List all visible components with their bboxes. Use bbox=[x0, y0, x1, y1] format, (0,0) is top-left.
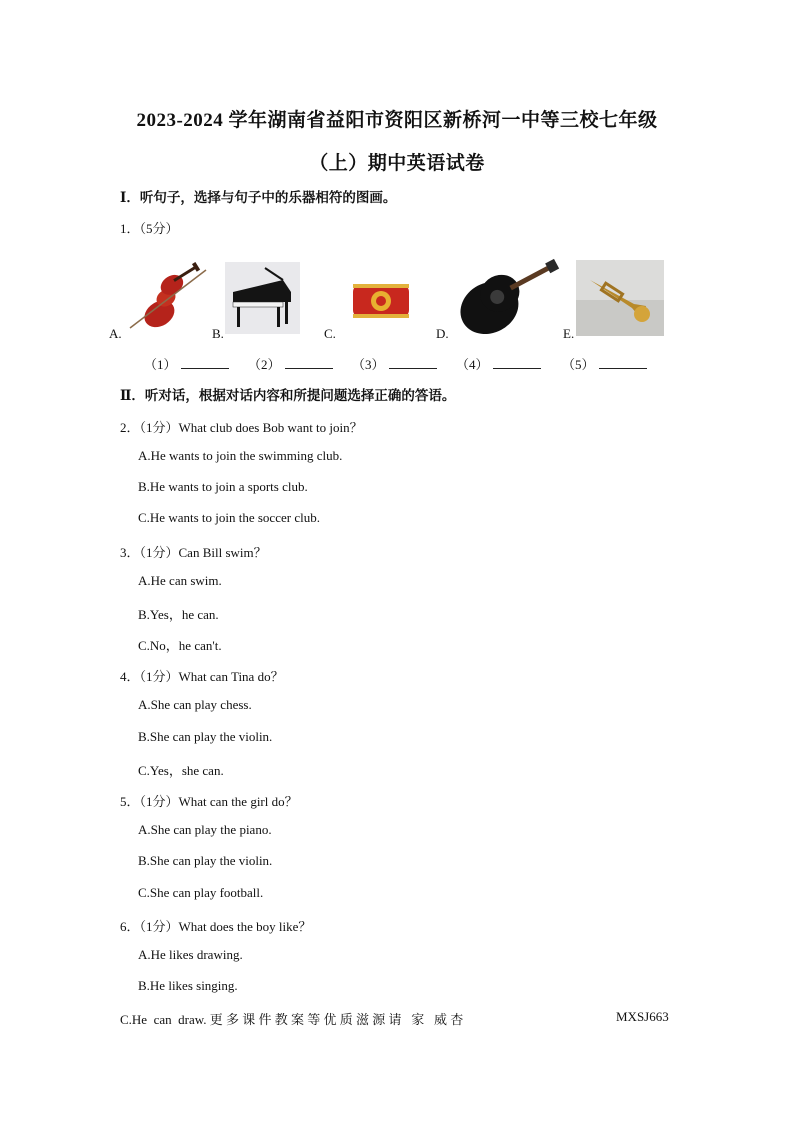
drum-icon bbox=[337, 262, 425, 334]
section1-heading: Ⅰ．听句子，选择与句子中的乐器相符的图画。 bbox=[120, 190, 397, 205]
option-3a[interactable]: A.He can swim. bbox=[138, 573, 222, 588]
option-2b[interactable]: B.He wants to join a sports club. bbox=[138, 479, 308, 494]
picture-label-a: A. bbox=[109, 326, 122, 341]
blank-3[interactable]: （3） bbox=[352, 354, 437, 373]
question-2: 2．（1分）What club does Bob want to join？ bbox=[120, 420, 363, 435]
option-6b[interactable]: B.He likes singing. bbox=[138, 978, 238, 993]
picture-label-c: C. bbox=[324, 326, 336, 341]
picture-label-e: E. bbox=[563, 326, 575, 341]
guitar-icon bbox=[449, 246, 564, 334]
question-1: 1．（5分） bbox=[120, 221, 179, 236]
footer-left: C.He can draw. 更 多 课 件 教 案 等 优 质 滋 源 请 家 威 杏 bbox=[120, 1012, 464, 1027]
option-4b[interactable]: B.She can play the violin. bbox=[138, 729, 273, 744]
blank-5[interactable]: （5） bbox=[562, 354, 647, 373]
option-4a[interactable]: A.She can play chess. bbox=[138, 697, 252, 712]
section2-heading: Ⅱ．听对话，根据对话内容和所提问题选择正确的答语。 bbox=[120, 388, 456, 403]
option-6a[interactable]: A.He likes drawing. bbox=[138, 947, 243, 962]
option-4c[interactable]: C.Yes，she can. bbox=[138, 763, 224, 778]
title-line1: 2023-2024 学年湖南省益阳市资阳区新桥河一中等三校七年级 bbox=[136, 110, 658, 131]
blank-4[interactable]: （4） bbox=[456, 354, 541, 373]
violin-icon bbox=[122, 262, 210, 334]
option-3c[interactable]: C.No，he can't. bbox=[138, 638, 222, 653]
option-3b[interactable]: B.Yes，he can. bbox=[138, 607, 219, 622]
question-4: 4．（1分）What can Tina do？ bbox=[120, 669, 284, 684]
option-2a[interactable]: A.He wants to join the swimming club. bbox=[138, 448, 343, 463]
option-2c[interactable]: C.He wants to join the soccer club. bbox=[138, 510, 320, 525]
blank-2[interactable]: （2） bbox=[248, 354, 333, 373]
question-6: 6．（1分）What does the boy like？ bbox=[120, 919, 312, 934]
piano-icon bbox=[225, 262, 300, 334]
picture-label-d: D. bbox=[436, 326, 449, 341]
question-3: 3．（1分）Can Bill swim？ bbox=[120, 545, 267, 560]
question-5: 5．（1分）What can the girl do？ bbox=[120, 794, 298, 809]
trumpet-icon bbox=[576, 260, 664, 336]
option-5c[interactable]: C.She can play football. bbox=[138, 885, 264, 900]
option-5b[interactable]: B.She can play the violin. bbox=[138, 853, 273, 868]
blank-1[interactable]: （1） bbox=[144, 354, 229, 373]
title-line2: （上）期中英语试卷 bbox=[309, 153, 485, 174]
option-5a[interactable]: A.She can play the piano. bbox=[138, 822, 272, 837]
picture-label-b: B. bbox=[212, 326, 224, 341]
footer-code: MXSJ663 bbox=[616, 1009, 669, 1024]
